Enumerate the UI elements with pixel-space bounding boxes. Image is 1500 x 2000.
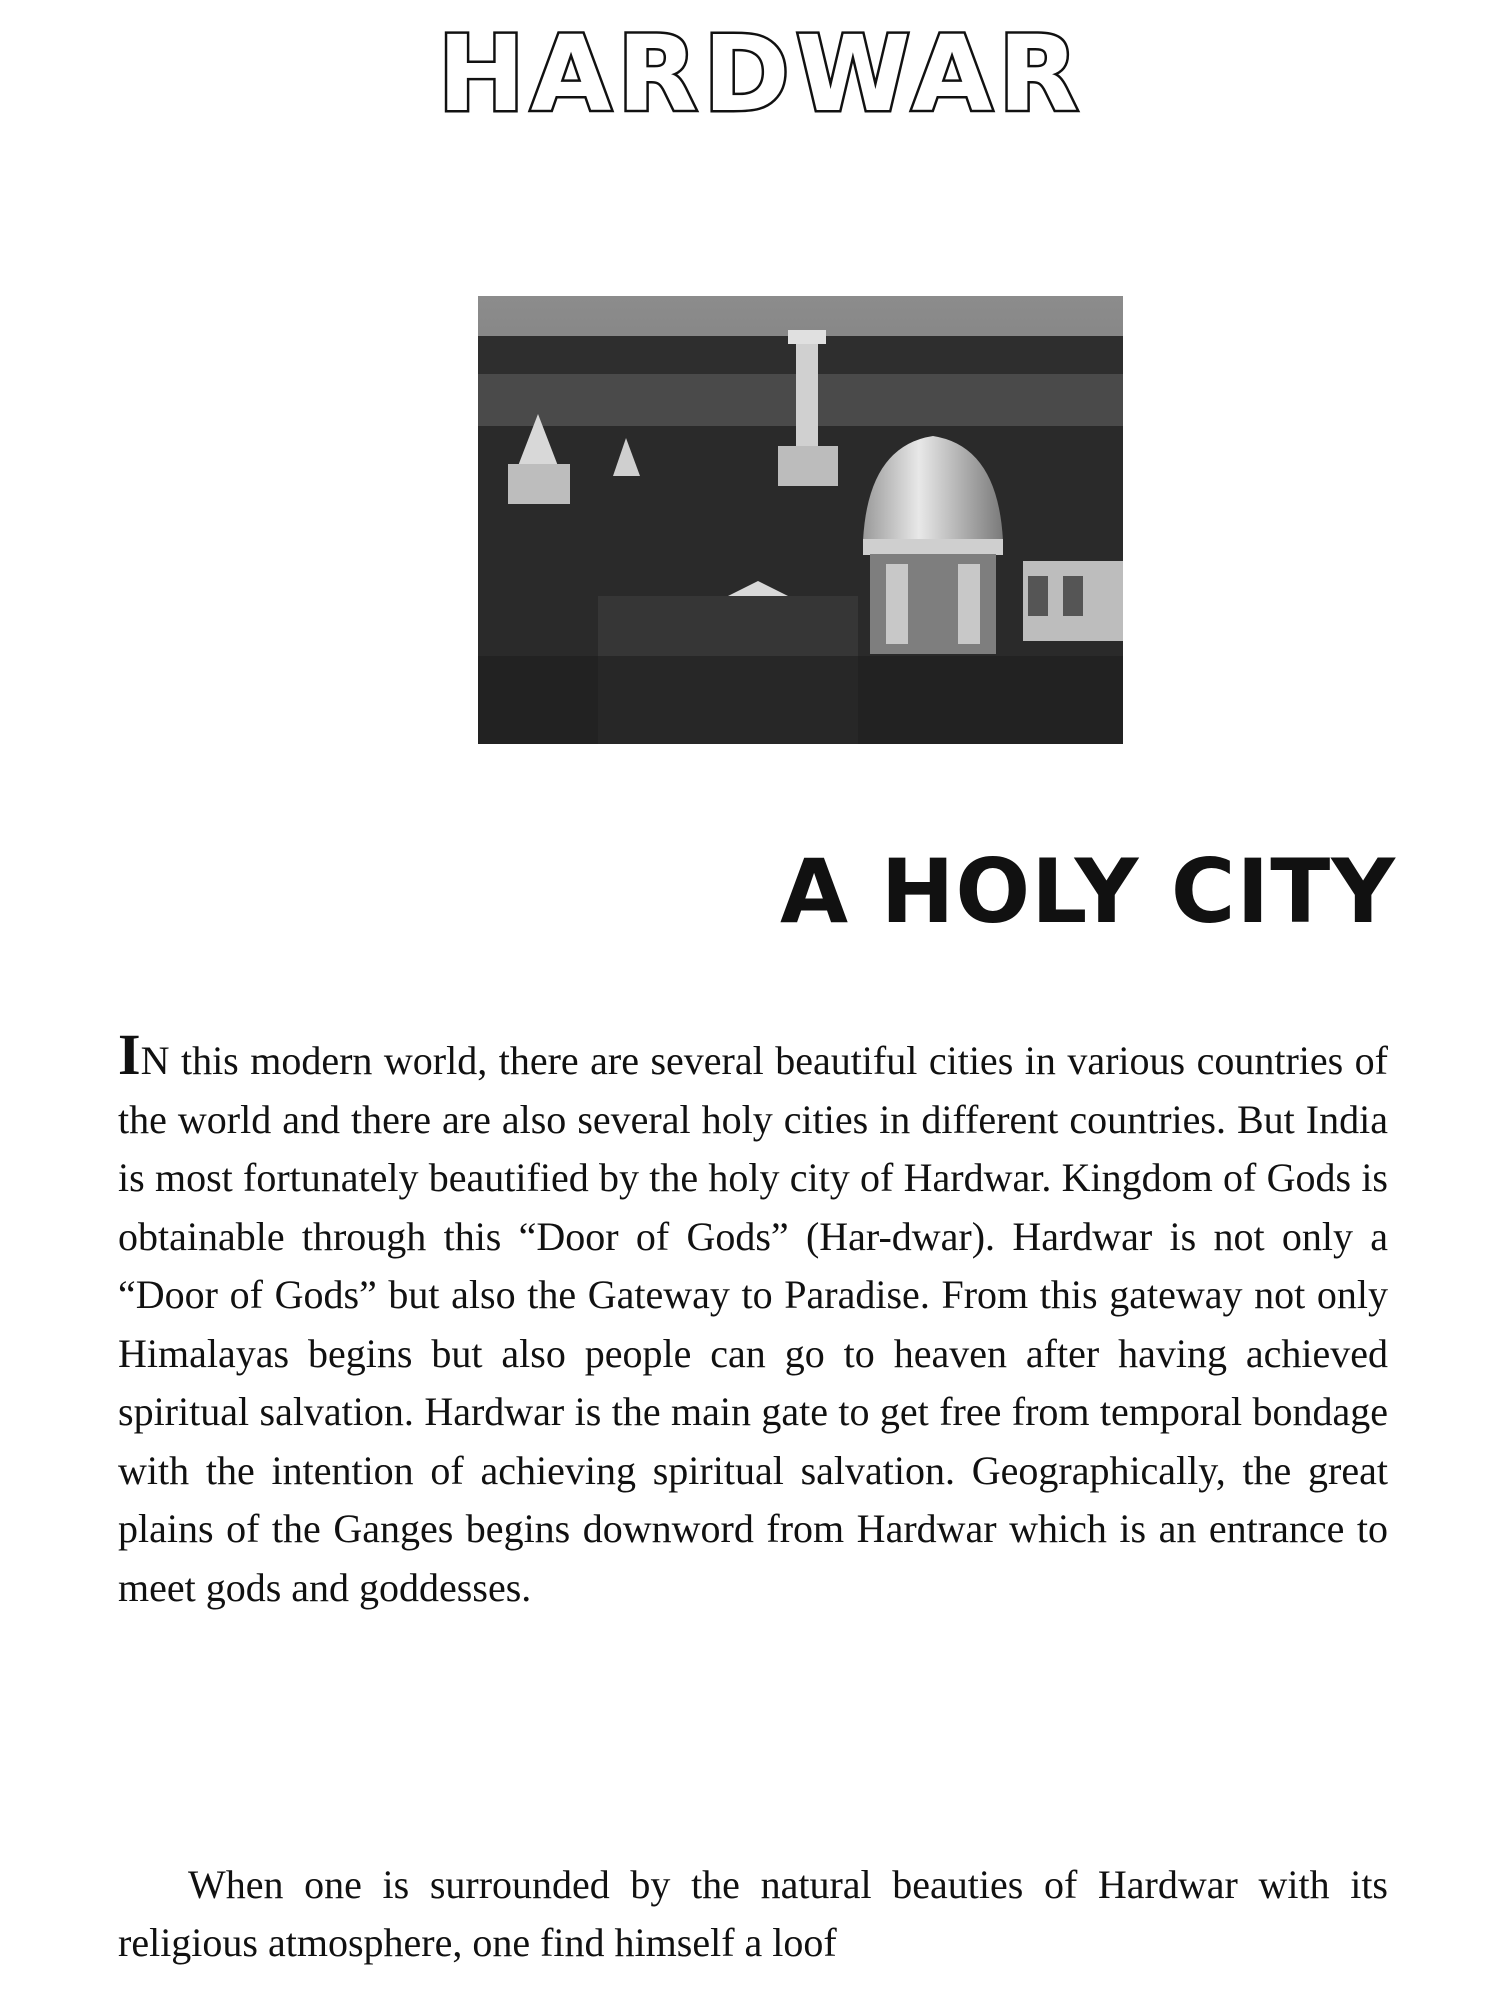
- temple-photo-image: [478, 296, 1123, 744]
- paragraph-1-text: N this modern world, there are several beautiful cities in various countries of the world and there are also several holy cities in different countries. But India is most fortunately beautified by the holy city of Hardwar. Kingdom of Gods is obtainable through this “Door of Gods” (Har-dwar). Hardwar is not only a “Door of Gods” but also the Gateway to Paradise. From this gateway not only Himalayas begins but also people can go to heaven after having achieved spiritual salvation. Hardwar is the main gate to get free from temporal bondage with the intention of achieving spiritual salvation. Geographically, the great plains of the Ganges begins downword from Hardwar which is an entrance to meet gods and goddesses.: [118, 1038, 1388, 1610]
- article-paragraph-1: [118, 1022, 1388, 1617]
- page-title: HARDWAR: [437, 13, 1085, 135]
- temple-photo: [478, 296, 1123, 744]
- article-paragraph-2: When one is surrounded by the natural beauties of Hardwar with its religious atmosphere, one find himself a loof: [118, 1862, 1388, 1965]
- section-heading: A HOLY CITY: [780, 840, 1396, 943]
- drop-cap: I: [118, 1022, 141, 1087]
